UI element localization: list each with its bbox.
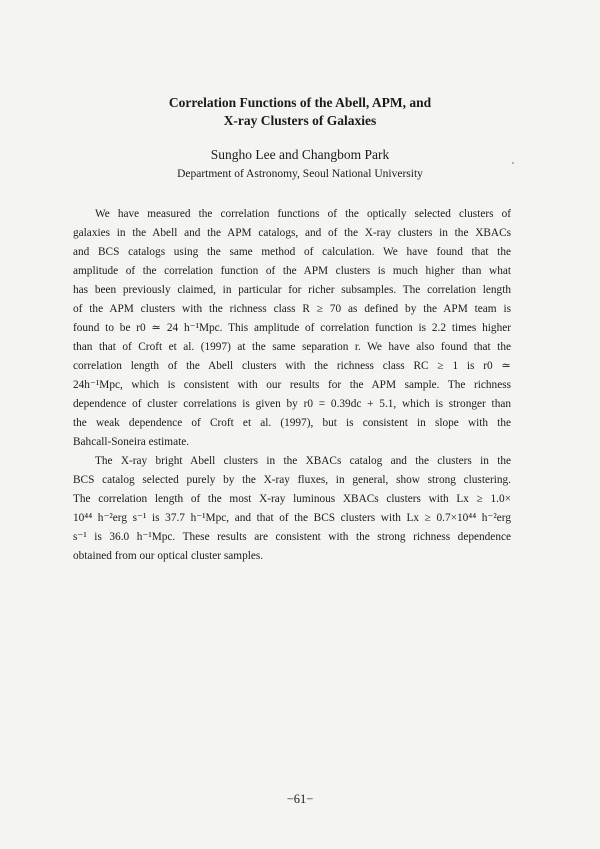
abstract-line: obtained from our optical cluster samples.	[73, 550, 264, 562]
title-line-1: Correlation Functions of the Abell, APM, and	[168, 95, 432, 110]
scan-speck	[512, 162, 514, 164]
abstract-line: galaxies in the Abell and the APM catalogs, and of the X-ray clusters in the XBACs	[73, 227, 511, 239]
page-number: −61−	[286, 792, 314, 806]
abstract-line: s⁻¹ is 36.0 h⁻¹Mpc. These results are consistent with the strong richness dependence	[73, 531, 511, 543]
abstract-line: the weak dependence of Croft et al. (1997), but is consistent in slope with the	[73, 417, 511, 429]
paper-title	[0, 94, 600, 129]
abstract-line: has been previously claimed, in particular for richer subsamples. The correlation length	[73, 284, 511, 296]
abstract-line: The correlation length of the most X-ray luminous XBACs clusters with Lx ≥ 1.0×	[73, 493, 511, 505]
abstract-line: amplitude of the correlation function of the APM clusters is much higher than what	[73, 265, 511, 277]
abstract-line: Bahcall-Soneira estimate.	[73, 436, 190, 448]
abstract-line: BCS catalog selected purely by the X-ray fluxes, in general, show strong clustering.	[73, 474, 511, 486]
abstract-line: 10⁴⁴ h⁻²erg s⁻¹ is 37.7 h⁻¹Mpc, and that of the BCS clusters with Lx ≥ 0.7×10⁴⁴ h⁻²erg	[73, 512, 511, 524]
abstract-line: of the APM clusters with the richness class R ≥ 70 as defined by the APM team is	[73, 303, 511, 315]
abstract-line: dependence of cluster correlations is given by r0 = 0.39dc + 5.1, which is stronger than	[73, 398, 511, 410]
abstract-line: 24h⁻¹Mpc, which is consistent with our results for the APM sample. The richness	[73, 379, 511, 391]
abstract-line: We have measured the correlation functions of the optically selected clusters of	[95, 208, 511, 220]
abstract-line: correlation length of the Abell clusters with the richness class RC ≥ 1 is r0 ≃	[73, 360, 511, 372]
abstract-line: and BCS catalogs using the same method of calculation. We have found that the	[73, 246, 511, 258]
abstract-line: The X-ray bright Abell clusters in the XBACs catalog and the clusters in the	[95, 455, 511, 467]
abstract-line: than that of Croft et al. (1997) at the same separation r. We have also found that the	[73, 341, 511, 353]
title-line-2: X-ray Clusters of Galaxies	[223, 112, 377, 128]
abstract-line: found to be r0 ≃ 24 h⁻¹Mpc. This amplitude of correlation function is 2.2 times higher	[73, 322, 511, 334]
author-affiliation: Department of Astronomy, Seoul National University	[177, 168, 423, 180]
author-names: Sungho Lee and Changbom Park	[210, 147, 390, 162]
